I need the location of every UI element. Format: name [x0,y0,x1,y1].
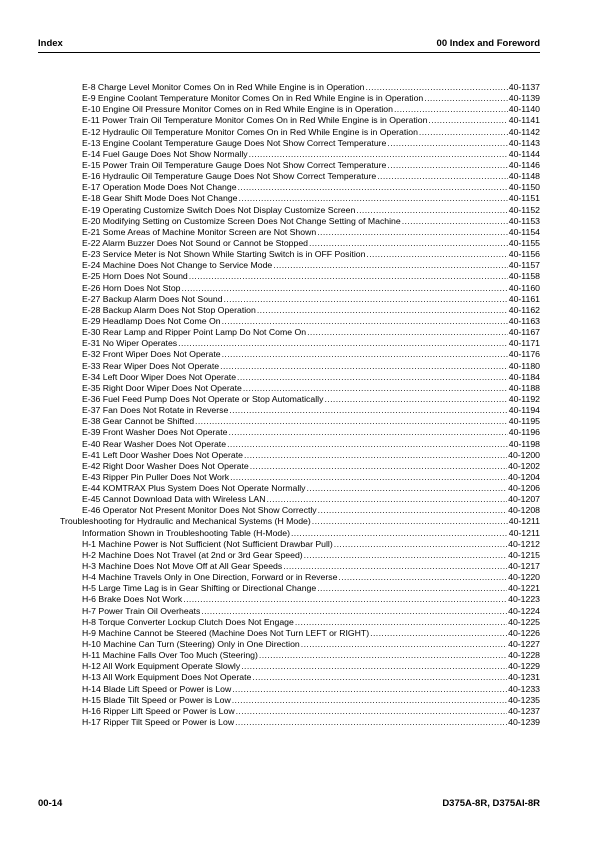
dot-leader [229,427,508,438]
dot-leader [283,561,507,572]
entry-title: H-10 Machine Can Turn (Steering) Only in One Direction [82,639,300,650]
entry-page-number: 40-1142 [508,126,540,137]
toc-entry[interactable] [60,93,540,104]
toc-entry[interactable] [60,550,540,561]
entry-title: E-40 Rear Washer Does Not Operate [82,438,227,449]
entry-page-number: 40-1195 [508,416,540,427]
toc-entry[interactable] [60,205,540,216]
dot-leader [224,294,508,305]
entry-title: E-38 Gear Cannot be Shifted [82,416,195,427]
dot-leader [394,104,508,115]
entry-page-number: 40-1154 [508,226,540,237]
entry-title: H-8 Torque Converter Lockup Clutch Does Not Engage [82,616,294,627]
entry-page-number: 40-1146 [508,159,540,170]
toc-entry[interactable] [60,439,540,450]
dot-leader [241,661,507,672]
toc-entry[interactable] [60,706,540,717]
dot-leader [232,684,507,695]
toc-entry[interactable] [60,539,540,550]
toc-entry[interactable] [60,216,540,227]
entry-title: E-42 Right Door Washer Does Not Operate [82,460,249,471]
dot-leader [304,550,507,561]
entry-title: E-8 Charge Level Monitor Comes On in Red While Engine is in Operation [82,82,365,92]
entry-page-number: 40-1155 [508,237,540,248]
toc-entry[interactable] [60,160,540,171]
toc-entry[interactable] [60,338,540,349]
entry-title: E-22 Alarm Buzzer Does Not Sound or Cannot be Stopped [82,237,309,248]
entry-page-number: 40-1161 [508,293,540,304]
entry-page-number: 40-1152 [508,204,540,215]
dot-leader [301,639,507,650]
dot-leader [356,205,507,216]
dot-leader [428,115,507,126]
entry-page-number: 40-1233 [508,683,540,694]
entry-page-number: 40-1148 [508,171,540,182]
dot-leader [334,539,507,550]
entry-page-number: 40-1144 [508,148,540,159]
entry-title: H-9 Machine Cannot be Steered (Machine Does Not Turn LEFT or RIGHT) [82,627,370,638]
entry-page-number: 40-1141 [508,115,540,126]
toc-entry[interactable] [60,639,540,650]
entry-title: E-13 Engine Coolant Temperature Gauge Does Not Show Correct Temperature [82,137,387,148]
entry-title: E-26 Horn Does Not Stop [82,282,181,293]
dot-leader [257,305,508,316]
entry-page-number: 40-1156 [508,249,540,260]
toc-entry[interactable] [60,193,540,204]
toc-entry[interactable] [60,572,540,583]
entry-page-number: 40-1192 [508,393,540,404]
toc-entry[interactable] [60,405,540,416]
dot-leader [182,283,508,294]
entry-title: E-15 Power Train Oil Temperature Gauge Does Not Show Correct Temperature [82,159,387,170]
entry-title: E-19 Operating Customize Switch Does Not Display Customize Screen [82,204,356,215]
dot-leader [402,216,508,227]
toc-entry[interactable] [60,372,540,383]
entry-page-number: 40-1176 [508,349,540,360]
dot-leader [295,617,507,628]
dot-leader [366,249,507,260]
entry-title: E-41 Left Door Washer Does Not Operate [82,449,243,460]
dot-leader [307,327,508,338]
entry-page-number: 40-1211 [508,527,540,538]
entry-title: H-17 Ripper Tilt Speed or Power is Low [82,717,235,728]
entry-page-number: 40-1198 [508,438,540,449]
dot-leader [201,606,507,617]
entry-title: E-44 KOMTRAX Plus System Does Not Operate Normally [82,483,306,494]
toc-entry[interactable] [60,650,540,661]
dot-leader [312,516,508,527]
entry-page-number: 40-1227 [508,639,540,650]
section-title: Index [38,38,63,49]
entry-page-number: 40-1167 [508,327,540,338]
toc-entry[interactable] [60,583,540,594]
toc-entry[interactable] [60,104,540,115]
page-header [38,36,540,53]
toc-entry[interactable] [60,238,540,249]
entry-page-number: 40-1211 [508,516,540,527]
entry-page-number: 40-1208 [508,505,540,516]
entry-title: E-18 Gear Shift Mode Does Not Change [82,193,238,204]
toc-entry[interactable] [60,672,540,683]
dot-leader [259,650,507,661]
entry-page-number: 40-1188 [508,382,540,393]
entry-title: E-35 Right Door Wiper Does Not Operate [82,382,242,393]
entry-page-number: 40-1153 [508,215,540,226]
toc-entry[interactable] [60,416,540,427]
entry-page-number: 40-1212 [508,538,540,549]
toc-entry[interactable] [60,327,540,338]
entry-page-number: 40-1221 [508,583,540,594]
dot-leader [243,383,508,394]
entry-page-number: 40-1229 [508,661,540,672]
dot-leader [387,160,507,171]
toc-entry[interactable] [60,171,540,182]
toc-entry[interactable] [60,594,540,605]
entry-page-number: 40-1207 [508,494,540,505]
toc-entry[interactable] [60,450,540,461]
dot-leader [424,93,508,104]
dot-leader [387,138,507,149]
toc-entry[interactable] [60,127,540,138]
entry-page-number: 40-1194 [508,405,540,416]
toc-entry[interactable] [60,271,540,282]
toc-entry[interactable] [60,661,540,672]
toc-entry[interactable] [60,717,540,728]
toc-entry[interactable] [60,349,540,360]
entry-page-number: 40-1196 [508,427,540,438]
entry-title: E-9 Engine Coolant Temperature Monitor Comes On in Red While Engine is in Operation [82,93,424,104]
dot-leader [232,695,507,706]
toc-entry[interactable] [60,115,540,126]
toc-entry[interactable] [60,695,540,706]
toc-entry[interactable] [60,561,540,572]
entry-title: E-32 Front Wiper Does Not Operate [82,349,221,360]
entry-title: E-12 Hydraulic Oil Temperature Monitor Comes On in Red While Engine is in Operation [82,126,418,137]
entry-title: H-16 Ripper Lift Speed or Power is Low [82,705,235,716]
toc-entry[interactable] [60,505,540,516]
dot-leader [178,338,508,349]
entry-title: Information Shown in Troubleshooting Table (H-Mode) [82,527,290,538]
dot-leader [249,149,508,160]
entry-title: H-12 All Work Equipment Operate Slowly [82,661,241,672]
entry-title: H-11 Machine Falls Over Too Much (Steering) [82,650,258,661]
entry-page-number: 40-1180 [508,360,540,371]
entry-page-number: 40-1150 [508,182,540,193]
toc-entry[interactable] [60,294,540,305]
dot-leader [419,127,508,138]
toc-section-entry[interactable] [60,516,540,527]
chapter-title: 00 Index and Foreword [436,38,540,49]
entry-title: H-7 Power Train Oil Overheats [82,605,201,616]
entry-page-number: 40-1223 [508,594,540,605]
entry-page-number: 40-1217 [508,561,540,572]
entry-page-number: 40-1158 [508,271,540,282]
entry-page-number: 40-1237 [508,705,540,716]
dot-leader [235,717,507,728]
dot-leader [307,483,508,494]
entry-title: E-39 Front Washer Does Not Operate [82,427,228,438]
entry-title: H-1 Machine Power is Not Sufficient (Not Sufficient Drawbar Pull) [82,538,333,549]
entry-title: E-37 Fan Does Not Rotate in Reverse [82,405,229,416]
entry-title: H-13 All Work Equipment Does Not Operate [82,672,252,683]
dot-leader [273,260,507,271]
dot-leader [244,450,507,461]
dot-leader [365,82,507,93]
entry-title: E-43 Ripper Pin Puller Does Not Work [82,471,230,482]
dot-leader [338,572,507,583]
toc-entry[interactable] [60,227,540,238]
entry-page-number: 40-1163 [508,315,540,326]
entry-page-number: 40-1184 [508,371,540,382]
toc-entry[interactable] [60,82,540,93]
entry-page-number: 40-1162 [508,304,540,315]
toc-entry[interactable] [60,628,540,639]
toc-entry[interactable] [60,305,540,316]
toc-entry[interactable] [60,283,540,294]
entry-page-number: 40-1220 [508,572,540,583]
entry-title: E-16 Hydraulic Oil Temperature Gauge Does Not Show Correct Temperature [82,171,377,182]
entry-title: E-27 Backup Alarm Does Not Sound [82,293,223,304]
dot-leader [239,193,508,204]
toc-entry[interactable] [60,149,540,160]
entry-title: E-23 Service Meter is Not Shown While Starting Switch is in OFF Position [82,249,366,260]
dot-leader [252,672,507,683]
dot-leader [183,594,507,605]
toc-entry[interactable] [60,528,540,539]
dot-leader [291,528,508,539]
toc-entry[interactable] [60,316,540,327]
entry-page-number: 40-1137 [508,82,540,92]
entry-title: Troubleshooting for Hydraulic and Mechanical Systems (H Mode) [60,516,311,527]
entry-title: E-21 Some Areas of Machine Monitor Screen are Not Shown [82,226,317,237]
entry-page-number: 40-1235 [508,694,540,705]
entry-page-number: 40-1239 [508,717,540,728]
entry-title: H-5 Large Time Lag is in Gear Shifting or Directional Change [82,583,317,594]
entry-title: E-29 Headlamp Does Not Come On [82,315,221,326]
table-of-contents [60,82,540,728]
entry-page-number: 40-1215 [508,549,540,560]
dot-leader [267,494,508,505]
entry-title: E-45 Cannot Download Data with Wireless LAN [82,494,266,505]
toc-entry[interactable] [60,617,540,628]
dot-leader [317,583,507,594]
toc-entry[interactable] [60,138,540,149]
entry-title: E-24 Machine Does Not Change to Service Mode [82,260,273,271]
entry-title: H-2 Machine Does Not Travel (at 2nd or 3rd Gear Speed) [82,549,303,560]
dot-leader [250,461,507,472]
dot-leader [236,706,508,717]
dot-leader [229,405,507,416]
entry-page-number: 40-1226 [508,627,540,638]
entry-title: H-4 Machine Travels Only in One Direction, Forward or in Reverse [82,572,338,583]
toc-entry[interactable] [60,483,540,494]
dot-leader [195,416,508,427]
entry-title: E-30 Rear Lamp and Ripper Point Lamp Do Not Come On [82,327,307,338]
entry-page-number: 40-1206 [508,483,540,494]
toc-entry[interactable] [60,394,540,405]
entry-page-number: 40-1228 [508,650,540,661]
entry-title: E-33 Rear Wiper Does Not Operate [82,360,220,371]
toc-entry[interactable] [60,461,540,472]
entry-title: H-3 Machine Does Not Move Off at All Gear Speeds [82,561,283,572]
model-name: D375A-8R, D375AI-8R [442,798,540,809]
entry-page-number: 40-1224 [508,605,540,616]
entry-title: E-28 Backup Alarm Does Not Stop Operation [82,304,256,315]
entry-title: H-14 Blade Lift Speed or Power is Low [82,683,232,694]
entry-page-number: 40-1200 [508,449,540,460]
toc-entry[interactable] [60,606,540,617]
toc-entry[interactable] [60,684,540,695]
entry-title: E-10 Engine Oil Pressure Monitor Comes on in Red While Engine is in Operation [82,104,393,115]
entry-title: E-46 Operator Not Present Monitor Does Not Show Correctly [82,505,317,516]
entry-title: E-25 Horn Does Not Sound [82,271,188,282]
dot-leader [318,505,507,516]
entry-page-number: 40-1231 [508,672,540,683]
entry-page-number: 40-1157 [508,260,540,271]
toc-entry[interactable] [60,361,540,372]
toc-entry[interactable] [60,494,540,505]
dot-leader [220,361,508,372]
entry-page-number: 40-1143 [508,137,540,148]
entry-page-number: 40-1202 [508,460,540,471]
entry-title: H-6 Brake Does Not Work [82,594,183,605]
entry-title: E-17 Operation Mode Does Not Change [82,182,237,193]
entry-title: E-34 Left Door Wiper Does Not Operate [82,371,237,382]
dot-leader [370,628,507,639]
page-number: 00-14 [38,798,63,809]
entry-page-number: 40-1139 [508,93,540,104]
toc-entry[interactable] [60,427,540,438]
dot-leader [324,394,507,405]
entry-page-number: 40-1225 [508,616,540,627]
entry-title: E-36 Fuel Feed Pump Does Not Operate or Stop Automatically [82,393,324,404]
entry-title: E-14 Fuel Gauge Does Not Show Normally [82,148,248,159]
entry-page-number: 40-1151 [508,193,540,204]
entry-page-number: 40-1140 [508,104,540,115]
entry-title: H-15 Blade Tilt Speed or Power is Low [82,694,231,705]
entry-page-number: 40-1204 [508,471,540,482]
dot-leader [309,238,508,249]
entry-title: E-11 Power Train Oil Temperature Monitor Comes On in Red While Engine is in Operation [82,115,428,126]
toc-entry[interactable] [60,182,540,193]
entry-page-number: 40-1160 [508,282,540,293]
toc-entry[interactable] [60,472,540,483]
toc-entry[interactable] [60,383,540,394]
dot-leader [317,227,508,238]
entry-page-number: 40-1171 [508,338,540,349]
dot-leader [230,472,507,483]
entry-title: E-20 Modifying Setting on Customize Screen Does Not Change Setting of Machine [82,215,401,226]
dot-leader [377,171,508,182]
dot-leader [222,316,508,327]
entry-title: E-31 No Wiper Operates [82,338,178,349]
dot-leader [238,182,508,193]
dot-leader [189,271,508,282]
dot-leader [222,349,508,360]
dot-leader [227,439,508,450]
dot-leader [237,372,508,383]
toc-entry[interactable] [60,249,540,260]
toc-entry[interactable] [60,260,540,271]
